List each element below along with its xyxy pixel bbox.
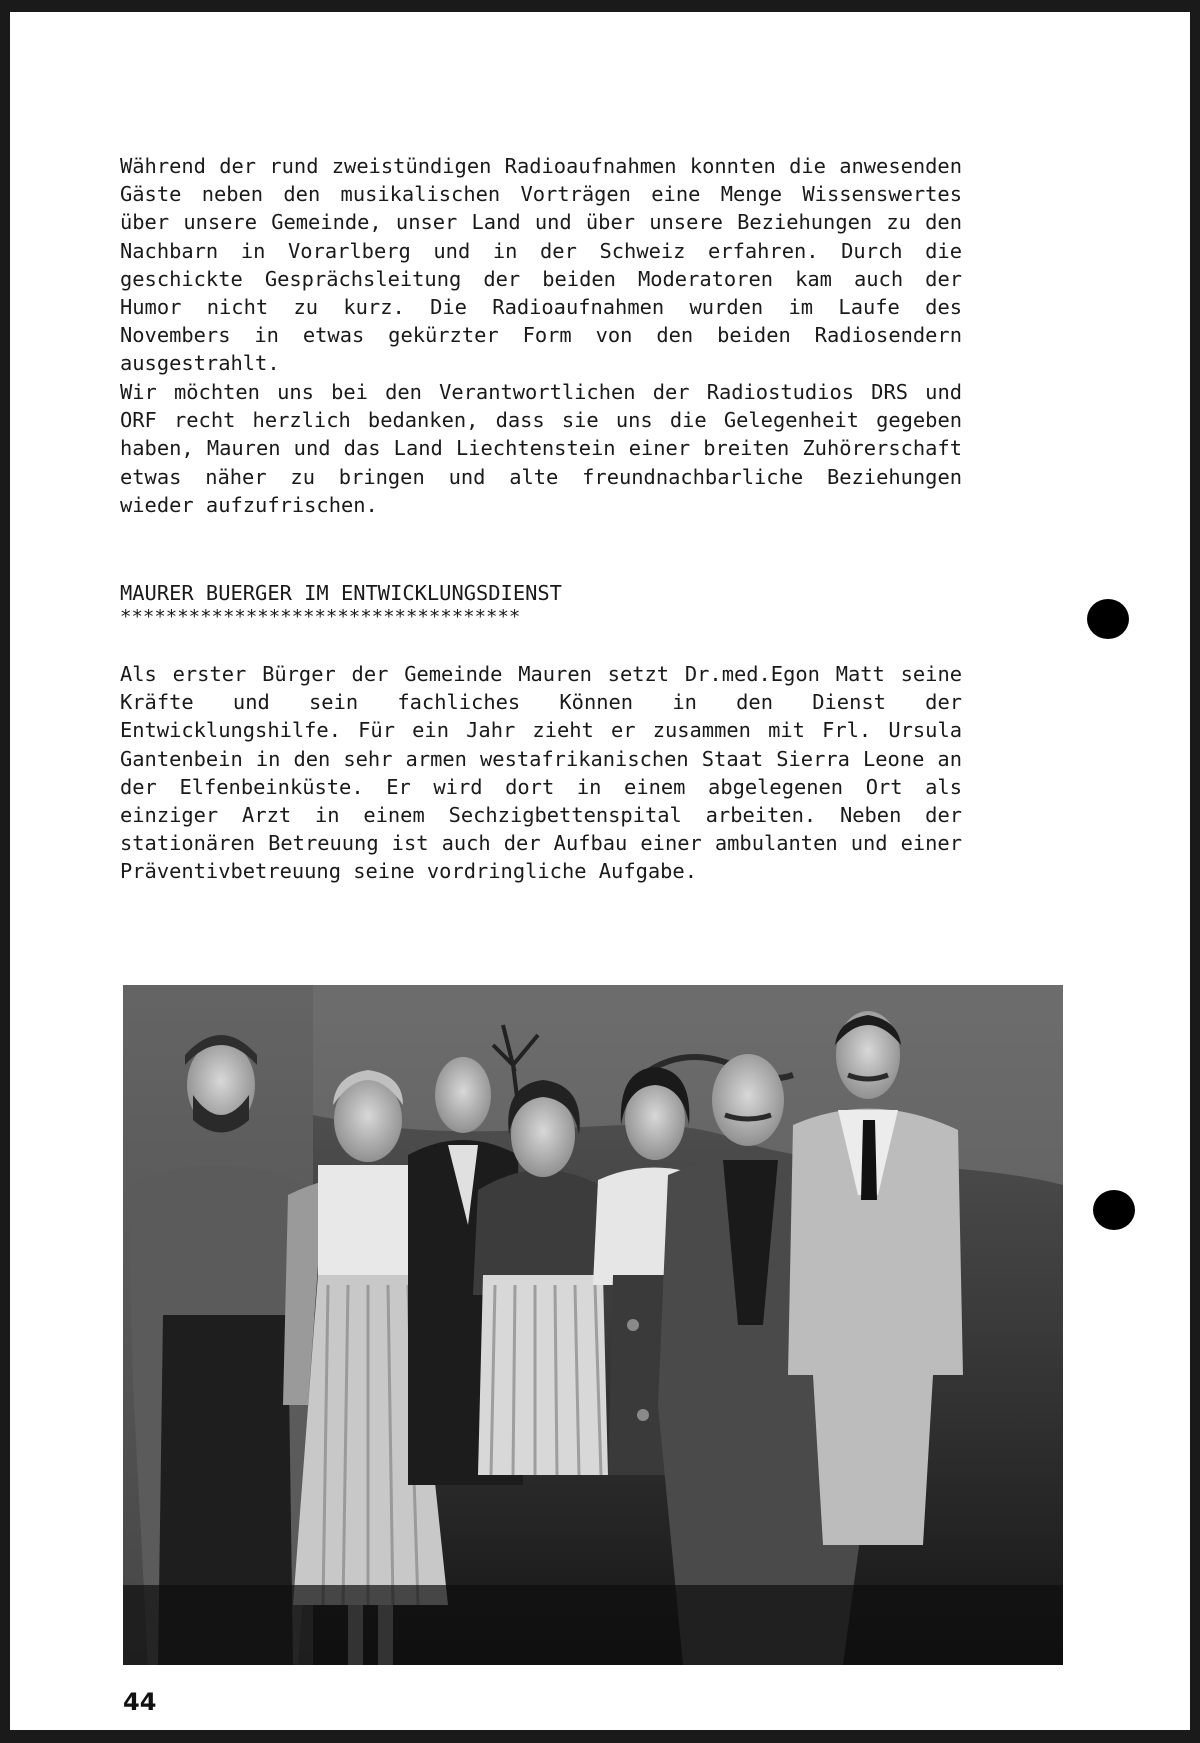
punch-hole-top: [1087, 599, 1129, 639]
article-paragraph-1: Während der rund zweistündigen Radioaufnahmen konnten die anwesenden Gäste neben den musikalischen Vorträgen eine Menge Wissenswertes über unsere Gemeinde, unser Land und über unsere Beziehungen zu den Nachbarn in Vorarlberg und in der Schweiz erfahren. Durch die geschickte Gesprächsleitung der beiden Moderatoren kam auch der Humor nicht zu kurz. Die Radioaufnahmen wurden im Laufe des Novembers in etwas gekürzter Form von den beiden Radiosendern ausgestrahlt.: [120, 154, 962, 376]
group-photo-image: [123, 985, 1063, 1665]
group-photo-illustration: [123, 985, 1063, 1665]
article-paragraph-2: Wir möchten uns bei den Verantwortlichen der Radiostudios DRS und ORF recht herzlich bedanken, dass sie uns die Gelegenheit gegeben haben, Mauren und das Land Liechtenstein einer breiten Zuhörerschaft etwas näher zu bringen und alte freundnachbarliche Beziehungen wieder aufzufrischen.: [120, 380, 962, 517]
section-heading: MAURER BUERGER IM ENTWICKLUNGSDIENST: [120, 581, 562, 605]
section-paragraph: Als erster Bürger der Gemeinde Mauren setzt Dr.med.Egon Matt seine Kräfte und sein fachliches Können in den Dienst der Entwicklungshilfe. Für ein Jahr zieht er zusammen mit Frl. Ursula Gantenbein in den sehr armen westafrikanischen Staat Sierra Leone an der Elfenbeinküste. Er wird dort in einem abgelegenen Ort als einziger Arzt in einem Sechzigbettenspital arbeiten. Neben der stationären Betreuung ist auch der Aufbau einer ambulanten und einer Präventivbetreuung seine vordringliche Aufgabe.: [120, 662, 962, 884]
page-number: 44: [123, 1688, 157, 1716]
punch-hole-bottom: [1093, 1190, 1135, 1230]
heading-asterisk-underline: ***********************************: [120, 606, 521, 628]
document-page: [10, 12, 1190, 1730]
